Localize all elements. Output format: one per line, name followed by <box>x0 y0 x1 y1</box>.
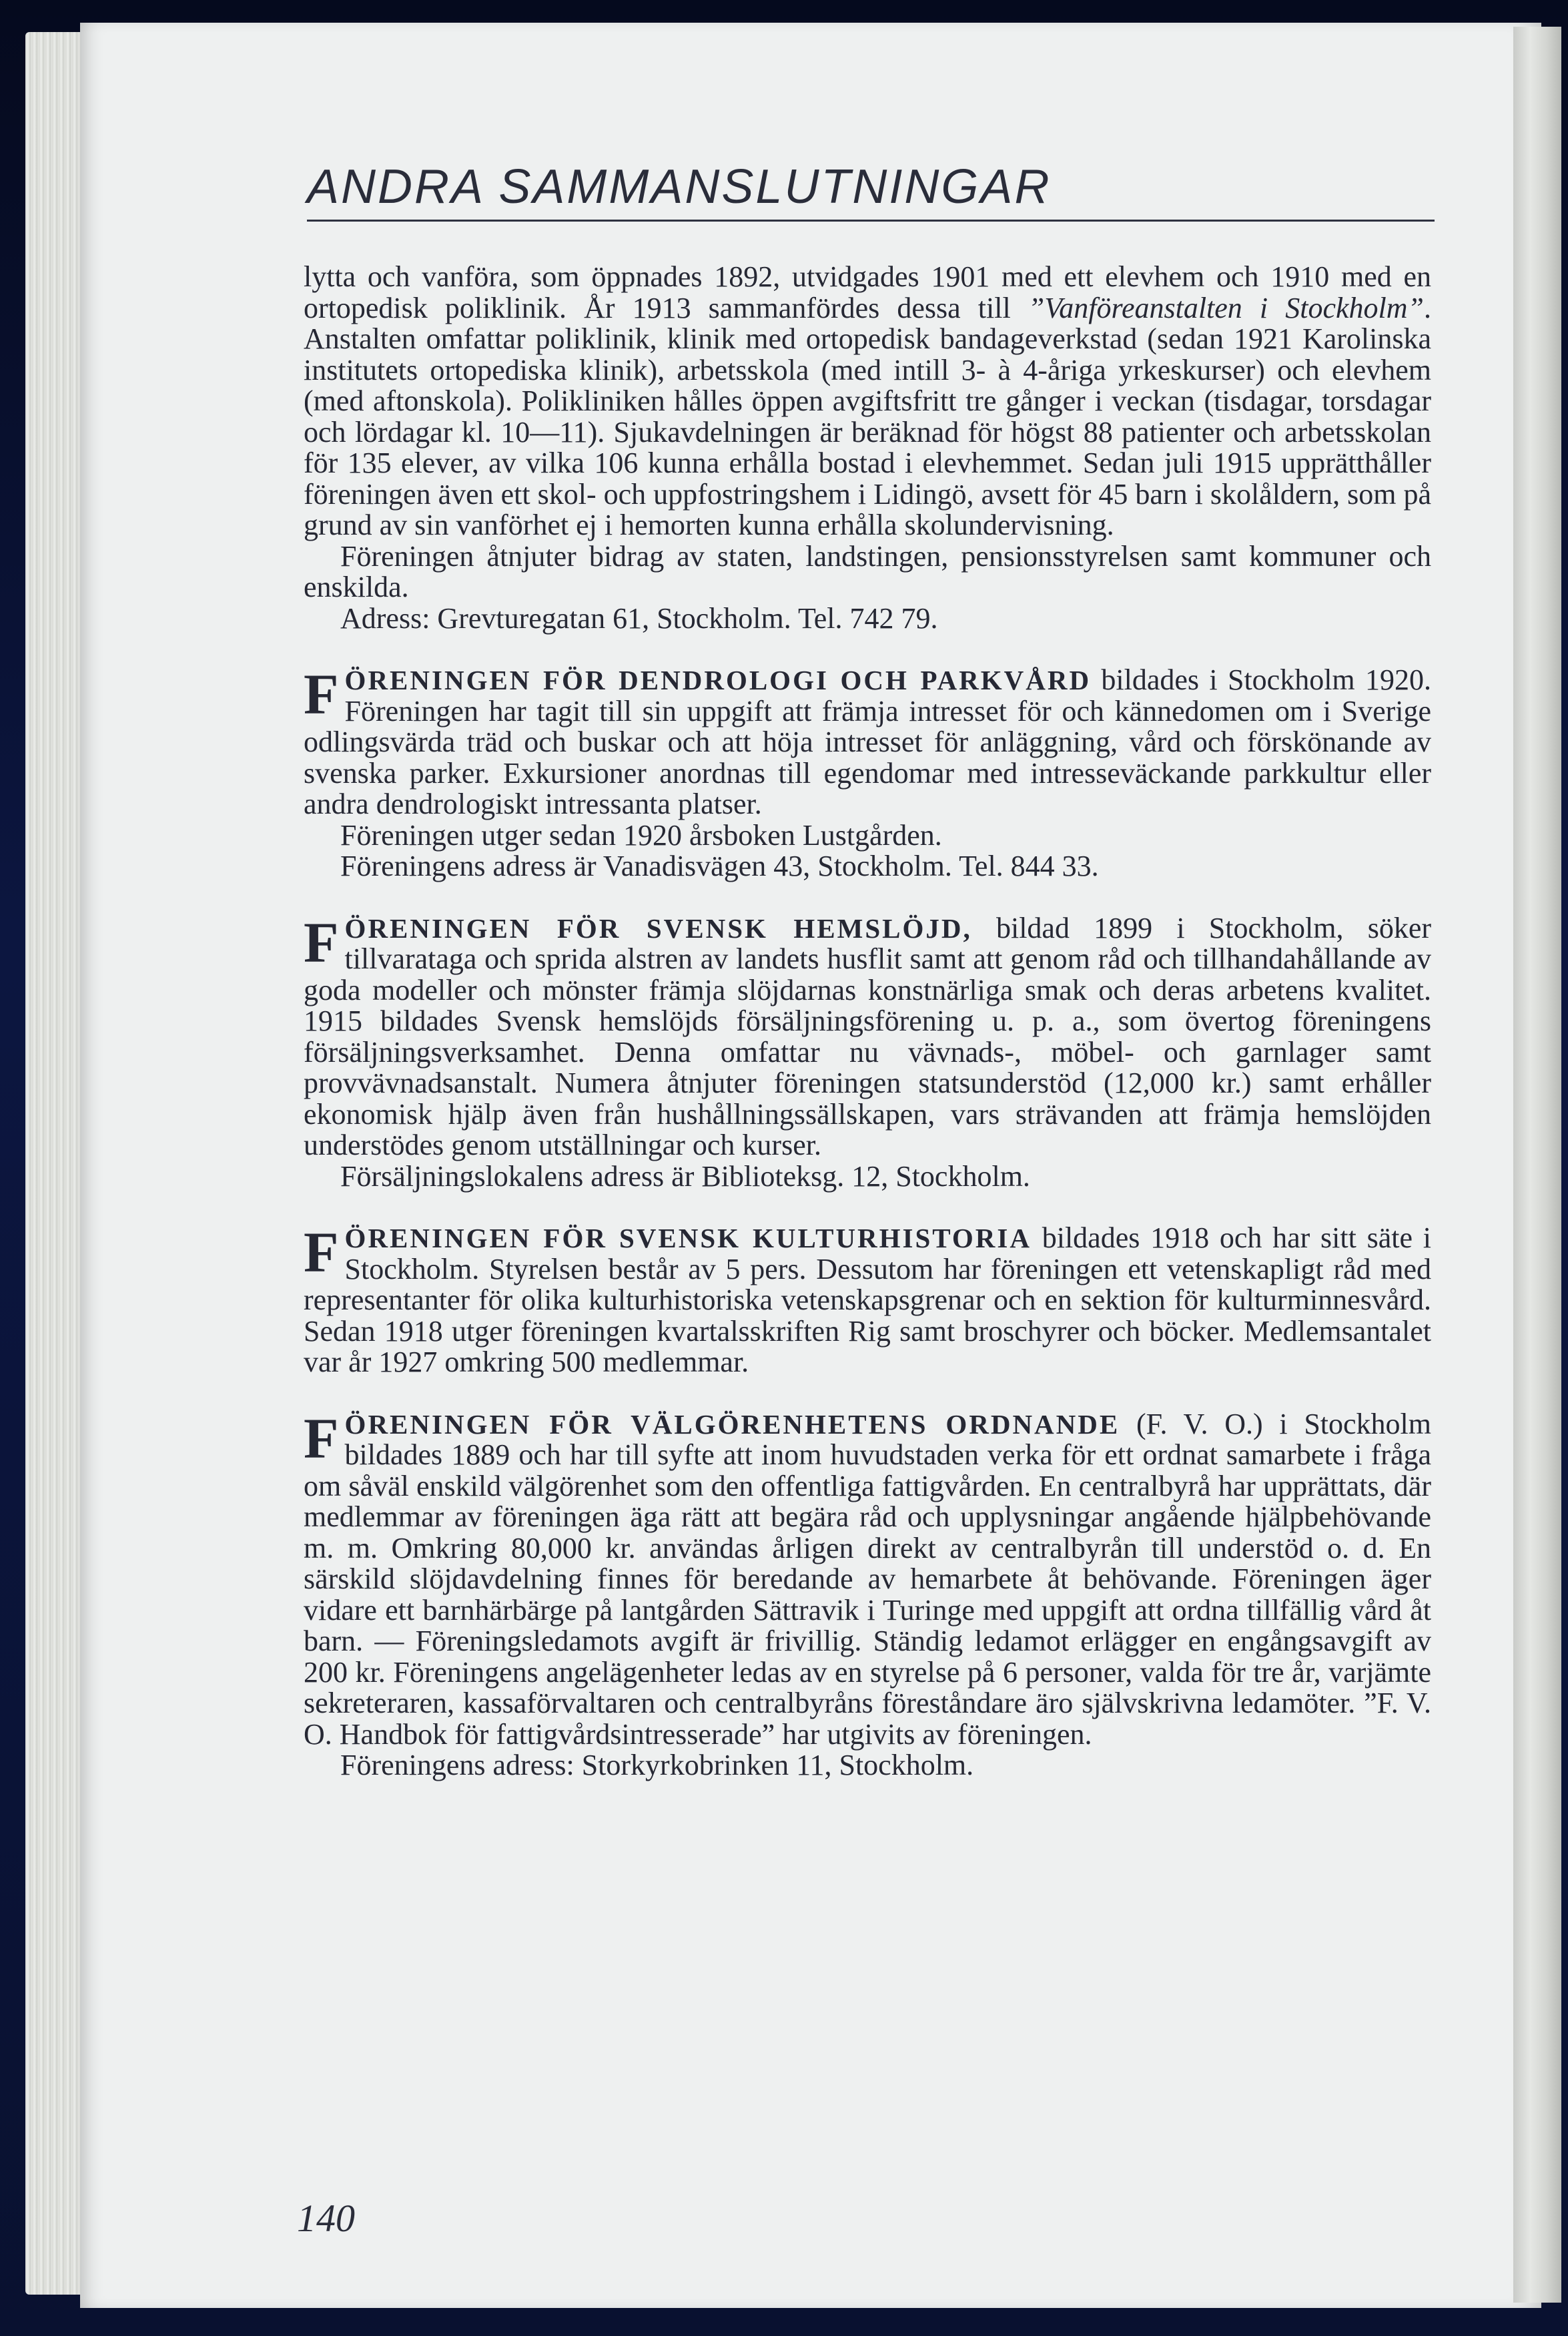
section-hemslojd <box>304 910 1431 1193</box>
section-body: bildades i Stockholm 1920. Föreningen har tagit till sin uppgift att främja intresset för och kännedomen om i Sverige odlingsvärda träd och buskar och att höja intresset för anläggning, vård och förskönande av svenska parker. Exkursioner anordnas till egendomar med intresseväckande parkkultur eller andra dendrologiskt intressanta platser. <box>304 663 1431 820</box>
section-title: FÖRENINGEN FÖR DENDROLOGI OCH PARKVÅRD <box>304 662 1092 726</box>
section-body: (F. V. O.) i Stockholm bildades 1889 och har till syfte att inom huvudstaden verka för ett ordnat samarbete i fråga om såväl enskild välgörenhet som den offentliga fattigvården. En centralbyrå har upprättats, där medlemmar av föreningen äga rätt att begära råd och upplysningar angående hjälpbehövande m. m. Omkring 80,000 kr. användas årligen direkt av centralbyrån till understöd o. d. En särskild slöjdavdelning finnes för beredande av hemarbete åt behövande. Föreningen äger vidare ett barnhärbärge på lantgården Sättravik i Turinge med uppgift att ordna tillfällig vård åt barn. — Föreningsledamots avgift är frivillig. Ständig ledamot erlägger en engångsavgift av 200 kr. Föreningens angelägenheter ledas av en styrelse på 6 personer, valda för tre år, varjämte sekreteraren, kassaförvaltaren och centralbyråns föreståndare äro självskrivna ledamöter. ”F. V. O. Handbok för fattigvårdsintresserade” har utgivits av föreningen. <box>304 1407 1431 1751</box>
section-title: FÖRENINGEN FÖR VÄLGÖRENHETENS ORDNANDE <box>304 1406 1120 1470</box>
section-body: bildad 1899 i Stockholm, söker tillvarataga och sprida alstren av landets husflit samt att genom råd och tillhandahållande av goda modeller och mönster främja slöjdarnas konstnärliga smak och deras arbetens kvalitet. 1915 bildades Svensk hemslöjds försäljningsförening u. p. a., som övertog föreningens försäljningsverksamhet. Denna omfattar nu vävnads-, möbel- och garnlager samt provvävnadsanstalt. Numera åtnjuter föreningen statsunderstöd (12,000 kr.) samt erhåller ekonomisk hjälp även från hushållningssällskapen, vars strävanden att främja hemslöjden understödes genom utställningar och kurser. <box>304 911 1431 1161</box>
section-dendrologi <box>304 662 1431 882</box>
section-paragraph <box>304 1220 1431 1378</box>
intro-emphasis: ”Vanföreanstalten i Stockholm” <box>1028 291 1424 324</box>
section-valgorenhet <box>304 1406 1431 1781</box>
section-title: FÖRENINGEN FÖR SVENSK HEMSLÖJD, <box>304 910 972 974</box>
section-note: Föreningen utger sedan 1920 årsboken Lustgården. <box>340 818 942 852</box>
intro-funding: Föreningen åtnjuter bidrag av staten, landstingen, pensionsstyrelsen samt kommuner och enskilda. <box>304 539 1431 603</box>
section-paragraph <box>304 662 1431 820</box>
page-number: 140 <box>297 2197 355 2240</box>
section-title: FÖRENINGEN FÖR SVENSK KULTURHISTORIA <box>304 1220 1032 1284</box>
section-body: bildades 1918 och har sitt säte i Stockholm. Styrelsen består av 5 pers. Dessutom har föreningen ett vetenskapligt råd med representanter för olika kulturhistoriska vetenskapsgrenar och en sektion för kulturminnesvård. Sedan 1918 utger föreningen kvartalsskriften Rig samt broschyrer och böcker. Medlemsantalet var år 1927 omkring 500 medlemmar. <box>304 1221 1431 1378</box>
intro-address: Adress: Grevturegatan 61, Stockholm. Tel. 742 79. <box>340 601 938 635</box>
intro-paragraph <box>304 262 1431 541</box>
header-rule <box>307 220 1435 222</box>
section-address: Föreningens adress: Storkyrkobrinken 11, Stockholm. <box>340 1749 974 1781</box>
page-title: ANDRA SAMMANSLUTNINGAR <box>307 160 1052 214</box>
page-header <box>307 157 1435 222</box>
intro-text-a: lytta och vanföra, som öppnades 1892, utvidgades 1901 med ett elevhem och 1910 med en ortopedisk poliklinik. År 1913 sammanfördes dessa till <box>304 260 1431 324</box>
right-page-edge <box>1513 27 1561 2303</box>
section-kulturhistoria <box>304 1220 1431 1378</box>
page-content <box>304 262 1431 1781</box>
section-address: Försäljningslokalens adress är Biblioteksg. 12, Stockholm. <box>340 1159 1030 1193</box>
section-paragraph <box>304 910 1431 1161</box>
section-address: Föreningens adress är Vanadisvägen 43, Stockholm. Tel. 844 33. <box>340 850 1099 882</box>
section-paragraph <box>304 1406 1431 1751</box>
intro-text-b: . Anstalten omfattar poliklinik, klinik med ortopedisk bandageverkstad (sedan 1921 Karolinska institutets ortopediska klinik), arbetsskola (med intill 3- à 4-åriga yrkeskurser) och elevhem (med aftonskola). Polikliniken hålles öppen avgiftsfritt tre gånger i veckan (tisdagar, torsdagar och lördagar kl. 10—11). Sjukavdelningen är beräknad för högst 88 patienter och arbetsskolan för 135 elever, av vilka 106 kunna erhålla bostad i elevhemmet. Sedan juli 1915 upprätthåller föreningen även ett skol- och uppfostringshem i Lidingö, avsett för 45 barn i skolåldern, som på grund av sin vanförhet ej i hemorten kunna erhålla skolundervisning. <box>304 291 1431 541</box>
